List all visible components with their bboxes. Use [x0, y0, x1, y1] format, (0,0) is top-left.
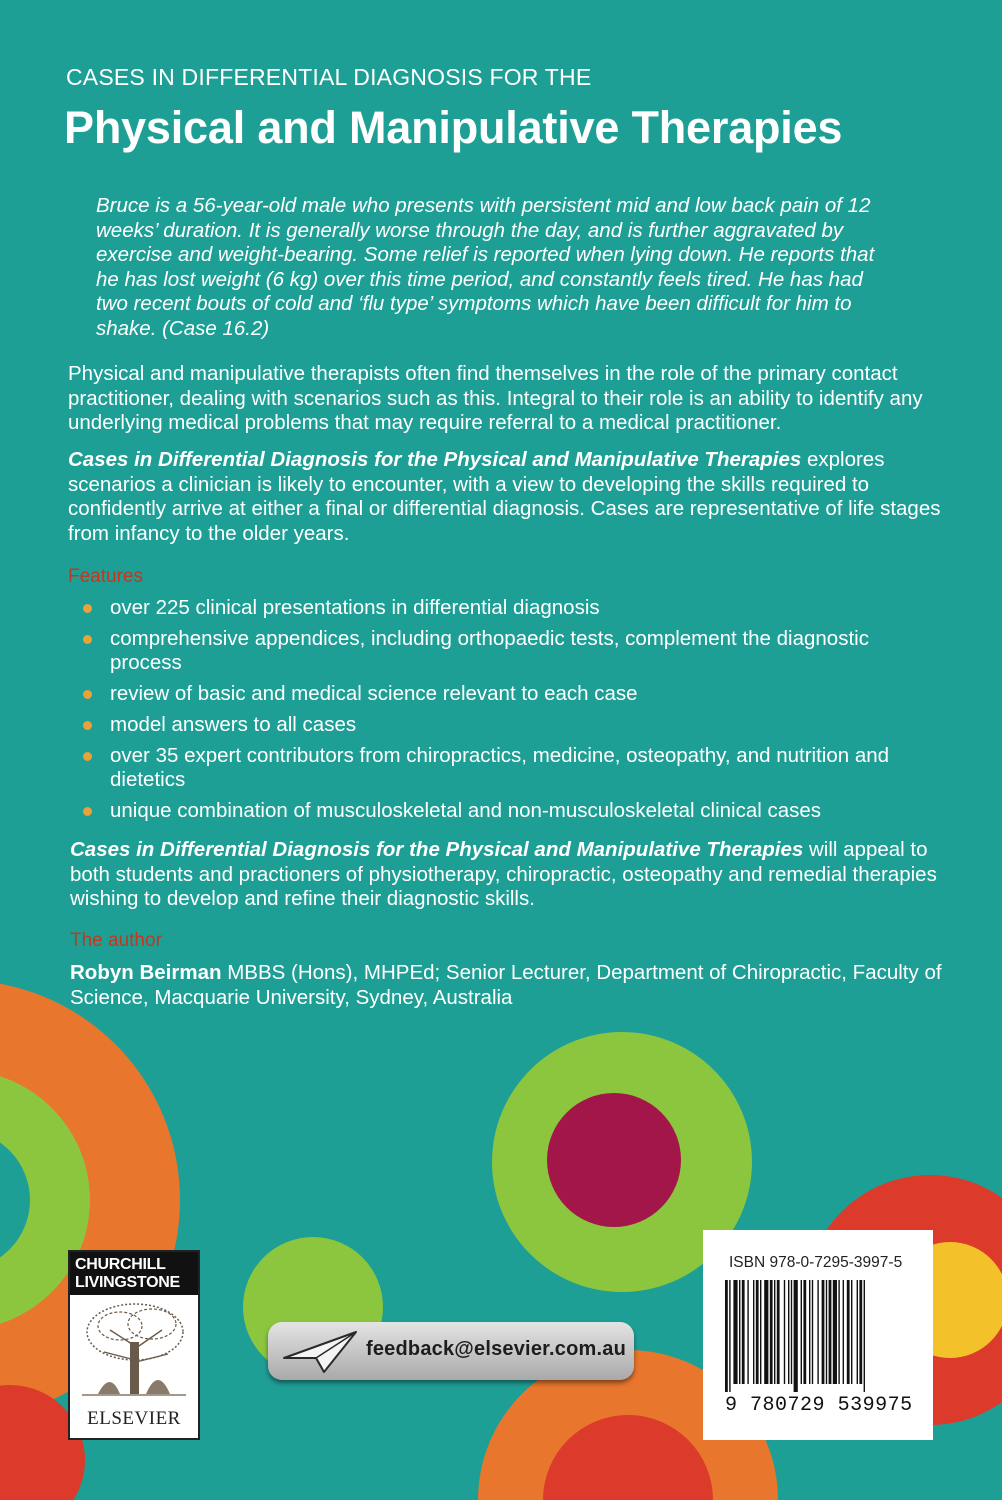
barcode-digits: 9 780729 539975	[725, 1394, 913, 1417]
features-list	[82, 596, 932, 830]
author-bio	[70, 961, 950, 1010]
author-credentials: MBBS (Hons), MHPEd; Senior Lecturer, Department of Chiropractic, Faculty of Science, Macquarie University, Sydney, Australia	[70, 961, 942, 1009]
barcode-bar	[817, 1280, 818, 1384]
barcode-bar	[747, 1280, 748, 1384]
barcode-bar	[788, 1280, 789, 1384]
barcode-bar	[742, 1280, 745, 1384]
barcode-bar	[756, 1280, 759, 1384]
barcode-bar	[801, 1280, 802, 1384]
barcode-bar	[833, 1280, 837, 1384]
barcode-bar	[760, 1280, 761, 1384]
case-vignette: Bruce is a 56-year-old male who presents with persistent mid and low back pain of 12 weeks’ duration. It is generally worse through the day, and is further aggravated by exercise and weight-bearing. Some relief is reported when lying down. He reports that he has lost weight (6 kg) over this time period, and constantly feels tired. He has had two recent bouts of cold and ‘flu type’ symptoms which have been difficult for him to shake. (Case 16.2)	[96, 194, 875, 340]
barcode-bar	[822, 1280, 825, 1384]
barcode-bar	[847, 1280, 850, 1384]
barcode-bar	[843, 1280, 844, 1384]
publisher-logo	[68, 1250, 200, 1440]
bullet-icon	[83, 690, 92, 699]
explores-text: explores scenarios a clinician is likely to encounter, with a view to developing the skills required to confidently arrive at either a final or differential diagnosis. Cases are representative of life stages from infancy to the older years.	[68, 448, 941, 545]
elsevier-tree-icon	[80, 1300, 188, 1400]
barcode-bar	[859, 1280, 862, 1384]
bullet-icon	[83, 604, 92, 613]
barcode-icon	[723, 1280, 913, 1392]
series-title: CASES IN DIFFERENTIAL DIAGNOSIS FOR THE	[66, 64, 592, 90]
isbn-label: ISBN 978-0-7295-3997-5	[729, 1254, 903, 1271]
bullet-icon	[83, 752, 92, 761]
appeal-text: will appeal to both students and practioners of physiotherapy, chiropractic, osteopathy and remedial therapies wishing to develop and refine their diagnostic skills.	[70, 838, 937, 911]
features-heading: Features	[68, 566, 143, 587]
barcode-bar	[809, 1280, 810, 1384]
feedback-email-link[interactable]: feedback@elsevier.com.au	[366, 1338, 626, 1360]
barcode-bar	[777, 1280, 780, 1384]
feedback-email-badge[interactable]	[268, 1322, 634, 1380]
barcode-bar	[794, 1280, 798, 1392]
bullet-icon	[83, 721, 92, 730]
feature-item: model answers to all cases	[82, 713, 932, 737]
bullet-icon	[83, 635, 92, 644]
appeal-paragraph	[70, 838, 950, 912]
barcode-panel	[703, 1230, 933, 1440]
feature-item: comprehensive appendices, including orthopaedic tests, complement the diagnostic process	[82, 627, 932, 675]
author-heading: The author	[70, 930, 162, 951]
elsevier-imprint: ELSEVIER	[87, 1408, 181, 1429]
barcode-bar	[812, 1280, 813, 1384]
logo-wordmark: CHURCHILL LIVINGSTONE	[70, 1252, 198, 1295]
explores-paragraph	[68, 448, 948, 546]
barcode-bar	[829, 1280, 832, 1384]
barcode-bar	[739, 1280, 740, 1384]
feature-item: unique combination of musculoskeletal and non-musculoskeletal clinical cases	[82, 799, 932, 823]
feature-item: over 225 clinical presentations in differential diagnosis	[82, 596, 932, 620]
barcode-bar	[733, 1280, 737, 1384]
barcode-bar	[784, 1280, 785, 1384]
intro-paragraph: Physical and manipulative therapists often find themselves in the role of the primary contact practitioner, dealing with scenarios such as this. Integral to their role is an ability to identify any underlying medical problems that may require referral to a medical practitioner.	[68, 362, 923, 435]
feature-item: over 35 expert contributors from chiropractics, medicine, osteopathy, and nutrition and dietetics	[82, 744, 932, 792]
barcode-bar	[753, 1280, 754, 1384]
book-title-reference: Cases in Differential Diagnosis for the Physical and Manipulative Therapies	[70, 838, 804, 861]
barcode-bar	[770, 1280, 773, 1384]
barcode-bar	[851, 1280, 852, 1384]
book-title-reference: Cases in Differential Diagnosis for the Physical and Manipulative Therapies	[68, 448, 802, 471]
feature-item: review of basic and medical science relevant to each case	[82, 682, 932, 706]
barcode-bar	[791, 1280, 792, 1384]
barcode-bar	[803, 1280, 806, 1384]
barcode-bar	[729, 1280, 730, 1392]
barcode-bar	[864, 1280, 865, 1392]
author-name: Robyn Beirman	[70, 961, 222, 984]
barcode-bar	[838, 1280, 839, 1384]
barcode-bar	[826, 1280, 827, 1384]
barcode-bar	[774, 1280, 775, 1384]
barcode-bar	[764, 1280, 768, 1384]
paper-plane-icon	[282, 1328, 358, 1374]
bullet-icon	[83, 807, 92, 816]
barcode-bar	[857, 1280, 858, 1384]
main-title: Physical and Manipulative Therapies	[64, 102, 843, 153]
barcode-bar	[725, 1280, 728, 1392]
